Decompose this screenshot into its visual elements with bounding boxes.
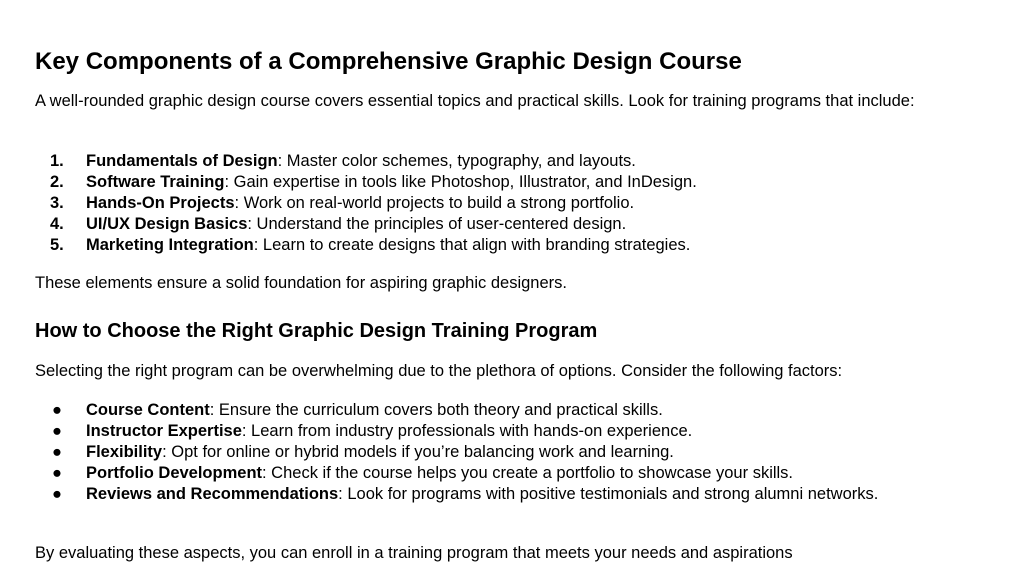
list-item <box>35 214 965 235</box>
list-item-term: Hands-On Projects <box>86 194 235 212</box>
list-item-text: : Ensure the curriculum covers both theory and practical skills. <box>209 401 663 419</box>
section-heading-how-to-choose: How to Choose the Right Graphic Design Training Program <box>35 320 598 342</box>
list-item-term: Instructor Expertise <box>86 422 242 440</box>
list-item-text: : Understand the principles of user-centered design. <box>247 215 627 233</box>
list-number: 4. <box>50 215 64 233</box>
list-item-text: : Check if the course helps you create a portfolio to showcase your skills. <box>262 464 794 482</box>
section-closing-paragraph: By evaluating these aspects, you can enroll in a training program that meets your needs and aspirations <box>35 544 793 562</box>
list-item <box>35 484 906 505</box>
list-item <box>35 193 965 214</box>
list-item <box>35 400 965 421</box>
list-item-text: : Learn to create designs that align with branding strategies. <box>253 236 691 254</box>
list-item-text: : Work on real-world projects to build a strong portfolio. <box>234 194 635 212</box>
list-item-text: : Learn from industry professionals with hands-on experience. <box>241 422 693 440</box>
numbered-list <box>35 151 965 256</box>
bullet-icon: ● <box>52 485 62 503</box>
list-item-term: Marketing Integration <box>86 236 254 254</box>
list-item <box>35 151 965 172</box>
list-item <box>35 463 965 484</box>
list-item-text: : Gain expertise in tools like Photoshop, Illustrator, and InDesign. <box>224 173 697 191</box>
list-number: 2. <box>50 173 64 191</box>
list-item-text: : Opt for online or hybrid models if you’re balancing work and learning. <box>162 443 674 461</box>
bullet-icon: ● <box>52 443 62 461</box>
list-item-term: Reviews and Recommendations <box>86 485 339 503</box>
bullet-icon: ● <box>52 401 62 419</box>
list-item <box>35 421 965 442</box>
list-item <box>35 235 965 256</box>
list-number: 1. <box>50 152 64 170</box>
list-number: 5. <box>50 236 64 254</box>
list-number: 3. <box>50 194 64 212</box>
list-item-term: Portfolio Development <box>86 464 263 482</box>
list-item-term: Fundamentals of Design <box>86 152 278 170</box>
list-item-term: Software Training <box>86 173 225 191</box>
list-item-text: : Look for programs with positive testimonials and strong alumni networks. <box>338 485 879 503</box>
bullet-list <box>35 400 965 505</box>
list-item <box>35 172 965 193</box>
section-intro-paragraph: A well-rounded graphic design course covers essential topics and practical skills. Look for training programs that include: <box>35 92 915 110</box>
list-item <box>35 442 965 463</box>
list-item-text: : Master color schemes, typography, and layouts. <box>277 152 636 170</box>
list-item-term: Flexibility <box>86 443 163 461</box>
section-intro-paragraph: Selecting the right program can be overwhelming due to the plethora of options. Consider the following factors: <box>35 362 843 380</box>
section-heading-key-components: Key Components of a Comprehensive Graphic Design Course <box>35 48 742 75</box>
bullet-icon: ● <box>52 422 62 440</box>
list-item-term: Course Content <box>86 401 210 419</box>
list-item-term: UI/UX Design Basics <box>86 215 248 233</box>
bullet-icon: ● <box>52 464 62 482</box>
section-closing-paragraph: These elements ensure a solid foundation for aspiring graphic designers. <box>35 274 567 292</box>
